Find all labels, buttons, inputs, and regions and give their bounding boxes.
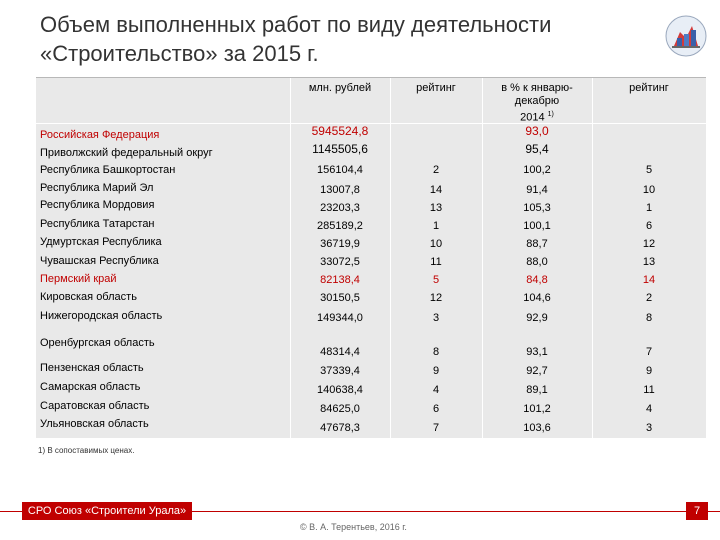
table-row-values — [36, 164, 706, 180]
row-value: 285189,2 — [317, 220, 363, 232]
row-region-name: Пермский край — [40, 273, 117, 285]
row-rank-2: 8 — [645, 312, 653, 324]
page-title-line2: «Строительство» за 2015 г. — [40, 41, 319, 66]
row-percent: 89,1 — [526, 384, 548, 396]
row-region-name: Приволжский федеральный округ — [40, 147, 213, 159]
row-rank: 7 — [432, 422, 440, 434]
header-value: млн. рублей — [308, 82, 372, 94]
row-region-name: Чувашская Республика — [40, 255, 159, 267]
footer-org-label: СРО Союз «Строители Урала» — [22, 502, 192, 520]
page-title-line1: Объем выполненных работ по виду деятельности — [40, 12, 552, 37]
row-region-name: Удмуртская Республика — [40, 236, 162, 248]
row-value: 1145505,6 — [312, 142, 368, 156]
building-logo-icon — [664, 14, 708, 58]
row-percent: 103,6 — [523, 422, 551, 434]
row-percent: 88,7 — [526, 238, 548, 250]
row-rank-2: 11 — [643, 384, 655, 396]
row-rank-2: 6 — [645, 220, 653, 232]
row-value: 149344,0 — [317, 312, 363, 324]
header-percent-line3 — [482, 108, 592, 125]
table-row-values — [36, 238, 706, 254]
row-region-name: Кировская область — [40, 291, 137, 303]
row-rank: 8 — [432, 346, 440, 358]
header-percent-line2: декабрю — [514, 95, 560, 107]
row-rank: 14 — [429, 184, 443, 196]
row-rank-2: 10 — [642, 184, 656, 196]
row-value: 36719,9 — [320, 238, 360, 250]
row-region-name: Республика Марий Эл — [40, 182, 154, 194]
row-rank-2: 12 — [642, 238, 656, 250]
row-rank: 11 — [430, 256, 442, 268]
header-percent — [482, 82, 592, 125]
row-rank-2: 9 — [645, 365, 653, 377]
row-percent: 91,4 — [526, 184, 548, 196]
table-row-values — [36, 124, 706, 140]
row-percent: 92,7 — [526, 365, 548, 377]
row-rank-2: 2 — [645, 292, 653, 304]
header-percent-year: 2014 — [520, 111, 545, 124]
row-percent: 93,0 — [525, 124, 549, 138]
table-row-values — [36, 292, 706, 308]
row-region-name: Самарская область — [40, 381, 141, 393]
header-rank: рейтинг — [416, 82, 456, 94]
row-percent: 88,0 — [526, 256, 548, 268]
row-value: 156104,4 — [317, 164, 363, 176]
row-percent: 84,8 — [526, 274, 548, 286]
row-rank-2: 7 — [645, 346, 653, 358]
header-percent-line1: в % к январю- — [501, 82, 573, 94]
table-row-values — [36, 202, 706, 218]
row-value: 13007,8 — [320, 184, 360, 196]
row-percent: 105,3 — [523, 202, 551, 214]
row-percent: 104,6 — [523, 292, 551, 304]
header-rank-2: рейтинг — [629, 82, 669, 94]
row-rank: 2 — [432, 164, 440, 176]
row-percent: 92,9 — [526, 312, 548, 324]
row-value: 37339,4 — [320, 365, 360, 377]
row-rank: 5 — [432, 274, 440, 286]
row-region-name: Саратовская область — [40, 400, 150, 412]
row-value: 30150,5 — [320, 292, 360, 304]
row-rank-2: 14 — [642, 274, 656, 286]
table-row-values — [36, 312, 706, 328]
row-value: 33072,5 — [320, 256, 360, 268]
table-row-values — [36, 422, 706, 438]
row-rank: 6 — [432, 403, 440, 415]
row-region-name: Ульяновская область — [40, 418, 149, 430]
row-rank: 13 — [429, 202, 443, 214]
row-rank: 12 — [429, 292, 443, 304]
row-rank-2: 3 — [645, 422, 653, 434]
row-value: 82138,4 — [320, 274, 360, 286]
row-rank: 4 — [432, 384, 440, 396]
table-row-values — [36, 256, 706, 272]
row-value: 140638,4 — [317, 384, 363, 396]
row-region-name: Республика Мордовия — [40, 199, 155, 211]
row-value: 84625,0 — [320, 403, 360, 415]
page-number: 7 — [686, 502, 708, 520]
row-value: 23203,3 — [320, 202, 360, 214]
row-rank: 9 — [432, 365, 440, 377]
row-rank-2: 5 — [645, 164, 653, 176]
row-rank: 10 — [429, 238, 443, 250]
row-percent: 95,4 — [525, 142, 549, 156]
row-region-name: Пензенская область — [40, 362, 144, 374]
table-row-values — [36, 346, 706, 362]
table-row-values — [36, 274, 706, 290]
table-row-values — [36, 403, 706, 419]
row-percent: 100,2 — [523, 164, 551, 176]
row-rank-2: 4 — [645, 403, 653, 415]
row-region-name: Республика Башкортостан — [40, 164, 176, 176]
row-value: 48314,4 — [320, 346, 360, 358]
row-rank-2: 13 — [642, 256, 656, 268]
row-value: 47678,3 — [320, 422, 360, 434]
row-percent: 100,1 — [523, 220, 551, 232]
row-value: 5945524,8 — [311, 124, 369, 138]
page-title — [40, 10, 640, 68]
row-region-name: Нижегородская область — [40, 310, 163, 322]
row-rank-2: 1 — [645, 202, 653, 214]
row-percent: 93,1 — [526, 346, 548, 358]
row-rank: 3 — [432, 312, 440, 324]
table-row-values — [36, 365, 706, 381]
row-region-name: Оренбургская область — [40, 337, 155, 349]
row-rank: 1 — [432, 220, 440, 232]
row-region-name: Российская Федерация — [40, 129, 160, 141]
table-row-values — [36, 220, 706, 236]
row-percent: 101,2 — [523, 403, 551, 415]
data-table — [36, 78, 706, 438]
row-region-name: Республика Татарстан — [40, 218, 155, 230]
table-row-values — [36, 142, 706, 158]
table-row-values — [36, 184, 706, 200]
table-row-values — [36, 384, 706, 400]
footnote: 1) В сопоставимых ценах. — [38, 446, 135, 455]
copyright: © В. А. Терентьев, 2016 г. — [300, 522, 407, 532]
header-percent-footnote-mark: 1) — [547, 111, 554, 118]
